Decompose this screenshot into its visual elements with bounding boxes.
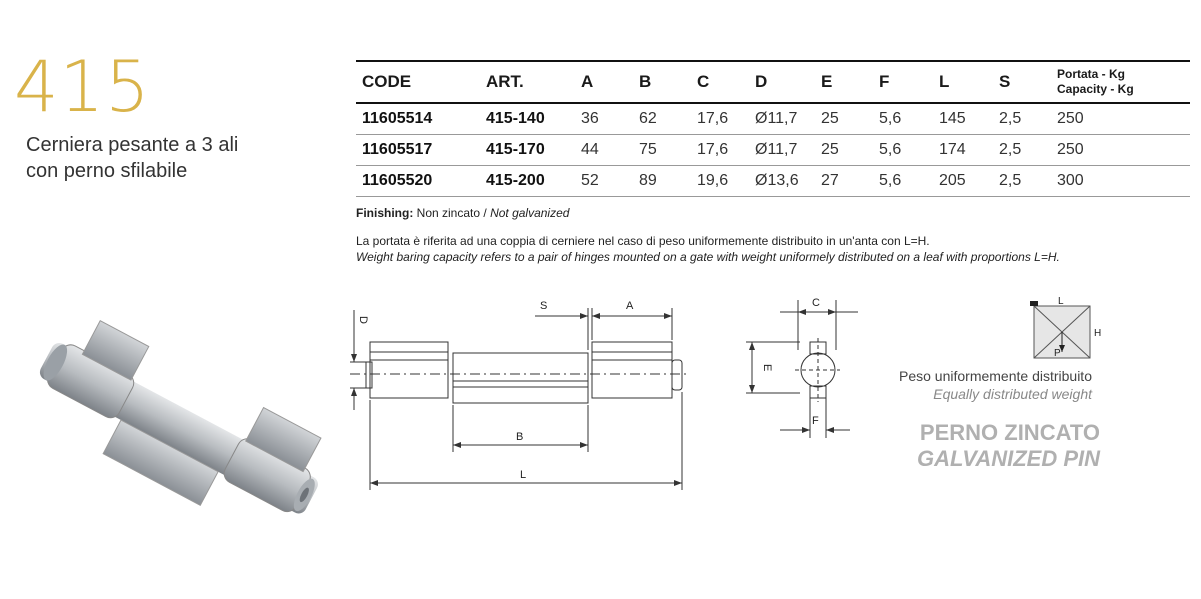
technical-drawing: [340, 290, 860, 500]
dim-label-d: D: [357, 316, 369, 324]
header-b: B: [639, 72, 652, 91]
pin-label-it: PERNO ZINCATO: [919, 420, 1100, 445]
cell-s: 2,5: [999, 110, 1022, 127]
cell-code: 11605514: [362, 110, 433, 127]
cell-f: 5,6: [879, 110, 902, 127]
dim-label-b: B: [516, 431, 524, 443]
cell-l: 145: [939, 110, 966, 127]
cell-l: 205: [939, 172, 966, 189]
header-d: D: [755, 72, 768, 91]
header-capacity: [1051, 61, 1190, 103]
pin-label-en: GALVANIZED PIN: [917, 446, 1100, 471]
cell-f: 5,6: [879, 172, 902, 189]
cell-code: 11605520: [362, 172, 433, 189]
hinge-photo: [18, 320, 338, 540]
dim-label-c: C: [812, 297, 820, 309]
cell-a: 44: [581, 141, 599, 158]
dim-label-s: S: [540, 300, 548, 312]
cell-b: 75: [639, 141, 657, 158]
note-it: La portata è riferita ad una coppia di cerniere nel caso di peso uniformemente distribuito in un'anta con L=H.: [356, 234, 930, 248]
table-row: [356, 103, 1190, 135]
note-en: Weight baring capacity refers to a pair of hinges mounted on a gate with weight uniformely distributed on a leaf with proportions L=H.: [356, 250, 1060, 264]
description-line-2: con perno sfilabile: [26, 160, 188, 182]
cell-capacity: 300: [1057, 172, 1084, 189]
cell-e: 25: [821, 141, 839, 158]
spec-table: [356, 60, 1190, 197]
header-l: L: [939, 72, 950, 91]
load-label-l: L: [1058, 296, 1064, 307]
dim-label-f: F: [812, 415, 819, 427]
cell-c: 17,6: [697, 141, 729, 158]
finishing-label: Finishing:: [356, 206, 414, 220]
load-diagram: [1010, 294, 1110, 366]
cell-d: Ø13,6: [755, 172, 799, 189]
cell-art: 415-200: [486, 172, 545, 189]
cell-art: 415-140: [486, 110, 545, 127]
header-code: CODE: [362, 72, 412, 91]
model-number: 415: [14, 46, 151, 128]
header-c: C: [697, 72, 710, 91]
load-label-h: H: [1094, 328, 1102, 339]
table-row: [356, 135, 1190, 166]
cell-capacity: 250: [1057, 110, 1084, 127]
dim-label-e: E: [761, 364, 773, 372]
pin-finish-callout: [900, 420, 1100, 472]
cell-s: 2,5: [999, 172, 1022, 189]
capacity-note: [356, 233, 1060, 265]
finishing-it: Non zincato: [416, 206, 481, 220]
cell-code: 11605517: [362, 141, 433, 158]
cell-e: 25: [821, 110, 839, 127]
product-description: [26, 132, 238, 184]
finishing-en: Not galvanized: [490, 206, 570, 220]
cell-b: 89: [639, 172, 657, 189]
header-e: E: [821, 72, 833, 91]
cell-s: 2,5: [999, 141, 1022, 158]
header-art: ART.: [486, 72, 524, 91]
header-capacity-en: Capacity - Kg: [1057, 82, 1134, 96]
cell-c: 19,6: [697, 172, 729, 189]
cell-e: 27: [821, 172, 839, 189]
spec-table-wrapper: [356, 60, 1190, 197]
header-capacity-it: Portata - Kg: [1057, 67, 1126, 81]
cell-b: 62: [639, 110, 657, 127]
cell-a: 52: [581, 172, 599, 189]
header-a: A: [581, 72, 594, 91]
cell-c: 17,6: [697, 110, 729, 127]
table-header-row: [356, 61, 1190, 103]
load-description: [870, 367, 1092, 403]
cell-a: 36: [581, 110, 599, 127]
cell-capacity: 250: [1057, 141, 1084, 158]
cell-d: Ø11,7: [755, 110, 798, 127]
dim-label-a: A: [626, 300, 634, 312]
cell-l: 174: [939, 141, 966, 158]
load-label-p: P: [1054, 348, 1061, 359]
header-s: S: [999, 72, 1011, 91]
load-description-en: Equally distributed weight: [933, 386, 1092, 402]
cell-art: 415-170: [486, 141, 545, 158]
finishing-separator: /: [480, 206, 491, 220]
description-line-1: Cerniera pesante a 3 ali: [26, 134, 239, 156]
finishing-line: [356, 206, 569, 220]
cell-f: 5,6: [879, 141, 902, 158]
load-description-it: Peso uniformemente distribuito: [899, 368, 1092, 384]
dim-label-l: L: [520, 469, 527, 481]
header-f: F: [879, 72, 890, 91]
cell-d: Ø11,7: [755, 141, 798, 158]
table-row: [356, 166, 1190, 197]
